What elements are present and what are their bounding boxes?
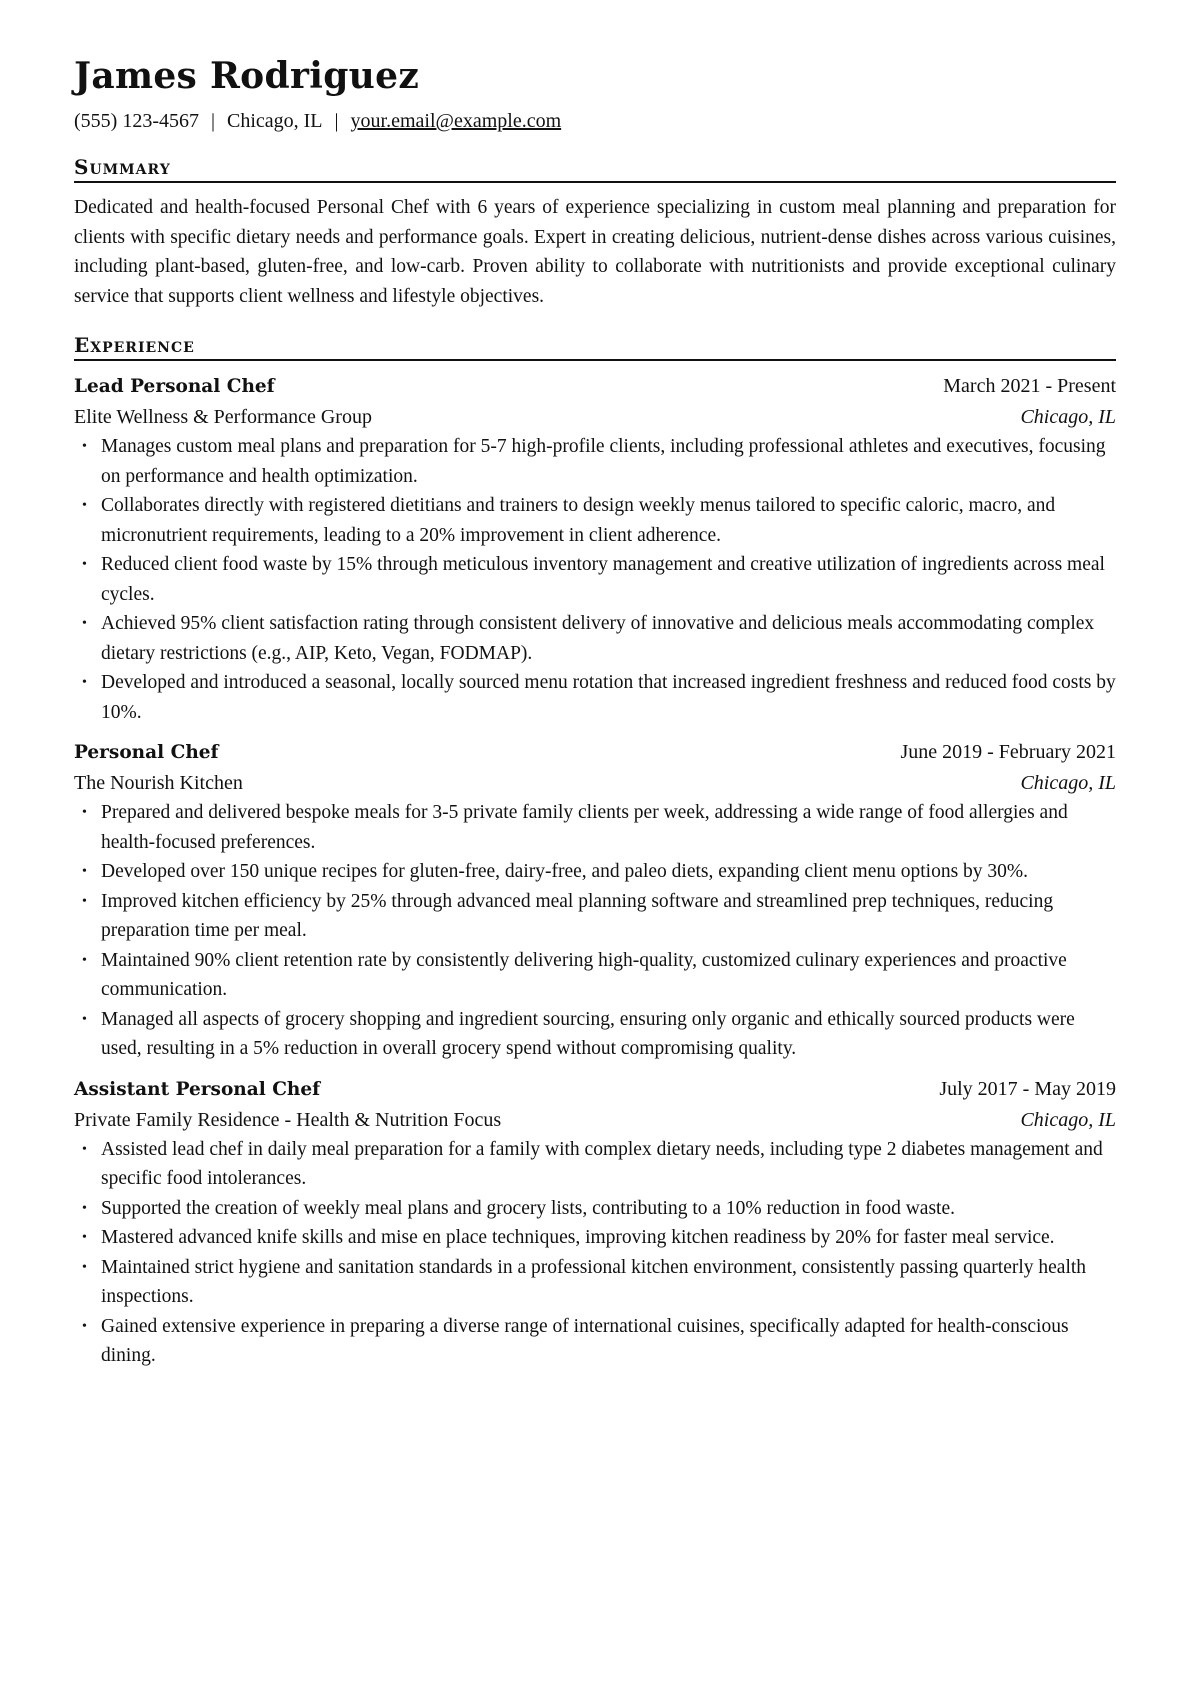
- bullet-text: Assisted lead chef in daily meal preparation for a family with complex dietary needs, including type 2 diabetes management and specific food intolerances.: [101, 1138, 1103, 1190]
- summary-text: Dedicated and health-focused Personal Chef with 6 years of experience specializing in custom meal planning and preparation for clients with specific dietary needs and performance goals. Expert in creating delicious, nutrient-dense dishes across various cuisines, including plant-based, gluten-free, and low-carb. Proven ability to collaborate with nutritionists and provide exceptional culinary service that supports client wellness and lifestyle objectives.: [74, 197, 1116, 307]
- summary-heading: Summary: [74, 155, 1116, 183]
- bullet-text: Maintained 90% client retention rate by consistently delivering high-quality, customized culinary experiences and proactive communication.: [101, 949, 1067, 1001]
- bullet-item: [74, 1135, 1116, 1194]
- job-company: The Nourish Kitchen: [74, 772, 243, 795]
- bullet-text: Improved kitchen efficiency by 25% through advanced meal planning software and streamlined prep techniques, reducing preparation time per meal.: [101, 890, 1054, 942]
- job-title: Assistant Personal Chef: [74, 1078, 321, 1100]
- job-location: Chicago, IL: [1020, 1108, 1116, 1131]
- bullet-dot-icon: •: [82, 1230, 87, 1246]
- bullet-item: [74, 1253, 1116, 1312]
- bullet-dot-icon: •: [82, 1200, 87, 1216]
- job-title: Lead Personal Chef: [74, 376, 275, 398]
- job-title-row: [74, 737, 1116, 768]
- contact-line: [74, 109, 1116, 133]
- experience-heading: Experience: [74, 333, 1116, 361]
- job-dates: June 2019 - February 2021: [900, 741, 1116, 764]
- location-text: Chicago, IL: [227, 110, 323, 133]
- bullet-item: [74, 550, 1116, 609]
- job-company: Private Family Residence - Health & Nutrition Focus: [74, 1108, 502, 1131]
- phone-number: (555) 123-4567: [74, 110, 199, 133]
- job-dates: March 2021 - Present: [943, 375, 1116, 398]
- bullet-item: [74, 857, 1116, 887]
- bullet-text: Collaborates directly with registered dietitians and trainers to design weekly menus tailored to specific caloric, macro, and micronutrient requirements, leading to a 20% improvement in client adherence.: [101, 495, 1056, 546]
- bullet-item: [74, 668, 1116, 727]
- email-link[interactable]: your.email@example.com: [350, 110, 562, 133]
- bullet-text: Manages custom meal plans and preparation for 5-7 high-profile clients, including professional athletes and executives, focusing on performance and health optimization.: [101, 436, 1106, 487]
- job-title: Personal Chef: [74, 742, 219, 764]
- job-title-row: [74, 371, 1116, 402]
- bullet-item: [74, 1223, 1116, 1253]
- contact-separator: |: [334, 110, 339, 133]
- job-company-row: [74, 768, 1116, 798]
- bullet-text: Supported the creation of weekly meal plans and grocery lists, contributing to a 10% reduction in food waste.: [101, 1197, 955, 1219]
- bullet-dot-icon: •: [82, 1259, 87, 1275]
- bullet-item: [74, 946, 1116, 1005]
- bullet-item: [74, 1312, 1116, 1371]
- job-company: Elite Wellness & Performance Group: [74, 406, 372, 429]
- bullet-text: Reduced client food waste by 15% through meticulous inventory management and creative utilization of ingredients across meal cycles.: [101, 554, 1105, 605]
- bullet-item: [74, 609, 1116, 668]
- bullet-dot-icon: •: [82, 675, 87, 691]
- bullet-text: Gained extensive experience in preparing a diverse range of international cuisines, specifically adapted for health-conscious dining.: [101, 1315, 1069, 1367]
- bullet-item: [74, 432, 1116, 491]
- bullet-text: Mastered advanced knife skills and mise en place techniques, improving kitchen readiness by 20% for faster meal service.: [101, 1227, 1055, 1249]
- bullet-dot-icon: •: [82, 1011, 87, 1027]
- bullet-dot-icon: •: [82, 805, 87, 821]
- job-bullets: [74, 1135, 1116, 1371]
- bullet-text: Maintained strict hygiene and sanitation standards in a professional kitchen environment, consistently passing quarterly health inspections.: [101, 1256, 1087, 1308]
- bullet-item: [74, 887, 1116, 946]
- job-company-row: [74, 1105, 1116, 1135]
- bullet-dot-icon: •: [82, 1141, 87, 1157]
- job-bullets: [74, 798, 1116, 1064]
- job-company-row: [74, 402, 1116, 432]
- bullet-text: Developed and introduced a seasonal, locally sourced menu rotation that increased ingredient freshness and reduced food costs by 10%.: [101, 672, 1116, 723]
- bullet-dot-icon: •: [82, 893, 87, 909]
- bullet-item: [74, 491, 1116, 550]
- bullet-dot-icon: •: [82, 864, 87, 880]
- bullet-dot-icon: •: [82, 952, 87, 968]
- bullet-item: [74, 1194, 1116, 1224]
- bullet-item: [74, 1005, 1116, 1064]
- contact-separator: |: [210, 110, 215, 133]
- job-entry: [74, 737, 1116, 1064]
- candidate-name: James Rodriguez: [74, 55, 420, 97]
- bullet-text: Managed all aspects of grocery shopping and ingredient sourcing, ensuring only organic and ethically sourced products were used, resulting in a 5% reduction in overall grocery spend without compromising quality.: [101, 1008, 1075, 1060]
- job-location: Chicago, IL: [1020, 406, 1116, 429]
- bullet-dot-icon: •: [82, 498, 87, 514]
- bullet-text: Developed over 150 unique recipes for gluten-free, dairy-free, and paleo diets, expanding client menu options by 30%.: [101, 861, 1029, 883]
- bullet-item: [74, 798, 1116, 857]
- job-entry: [74, 1074, 1116, 1371]
- job-title-row: [74, 1074, 1116, 1105]
- job-location: Chicago, IL: [1020, 772, 1116, 795]
- bullet-dot-icon: •: [82, 616, 87, 632]
- job-dates: July 2017 - May 2019: [939, 1077, 1116, 1100]
- bullet-dot-icon: •: [82, 439, 87, 455]
- bullet-dot-icon: •: [82, 1318, 87, 1334]
- bullet-text: Prepared and delivered bespoke meals for 3-5 private family clients per week, addressing a wide range of food allergies and health-focused preferences.: [101, 802, 1068, 853]
- bullet-text: Achieved 95% client satisfaction rating through consistent delivery of innovative and delicious meals accommodating complex dietary restrictions (e.g., AIP, Keto, Vegan, FODMAP).: [101, 613, 1095, 664]
- job-bullets: [74, 432, 1116, 727]
- bullet-dot-icon: •: [82, 557, 87, 573]
- job-entry: [74, 371, 1116, 727]
